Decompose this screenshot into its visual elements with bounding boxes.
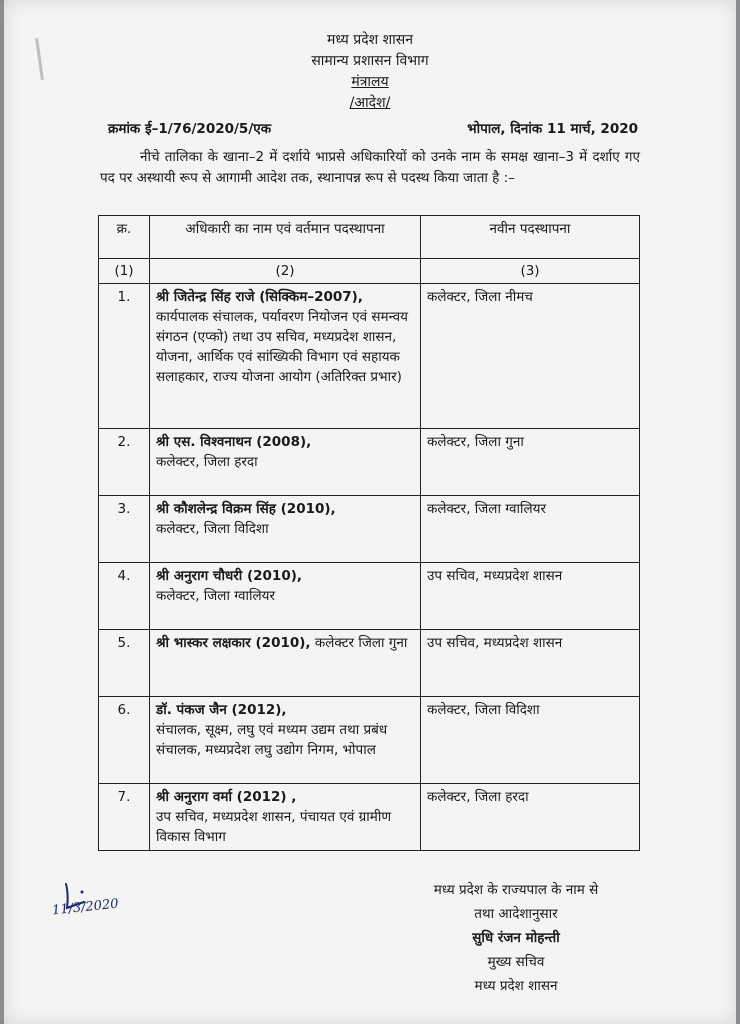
- signature-line1: मध्य प्रदेश के राज्यपाल के नाम से: [433, 882, 599, 898]
- officer-cell: [150, 496, 421, 563]
- table-row: [99, 630, 640, 697]
- officer-current-post: कलेक्टर, जिला विदिशा: [156, 521, 269, 537]
- col-number: (1): [99, 259, 150, 284]
- place-date: भोपाल, दिनांक 11 मार्च, 2020: [467, 121, 638, 137]
- row-sn: 2.: [99, 429, 150, 496]
- new-post: कलेक्टर, जिला ग्वालियर: [421, 496, 640, 563]
- officer-name: श्री जितेन्द्र सिंह राजे (सिक्किम–2007),: [156, 289, 363, 305]
- table-row: [99, 429, 640, 496]
- table-row: [99, 697, 640, 784]
- table-row: [99, 784, 640, 851]
- order-number: क्रमांक ई–1/76/2020/5/एक: [108, 121, 272, 137]
- table-header-row: [99, 216, 640, 259]
- header-sn: क्र.: [99, 216, 150, 259]
- col-number: (3): [421, 259, 640, 284]
- new-post: उप सचिव, मध्यप्रदेश शासन: [421, 630, 640, 697]
- signature-block: [396, 878, 636, 998]
- officer-current-post: उप सचिव, मध्यप्रदेश शासन, पंचायत एवं ग्रामीण विकास विभाग: [156, 809, 392, 845]
- officer-current-post: कलेक्टर, जिला ग्वालियर: [156, 588, 276, 604]
- header-new-posting: नवीन पदस्थापना: [421, 216, 640, 259]
- officer-name: डॉ. पंकज जैन (2012),: [156, 702, 287, 718]
- signature-line2: तथा आदेशानुसार: [474, 906, 558, 922]
- column-number-row: [99, 259, 640, 284]
- row-sn: 5.: [99, 630, 150, 697]
- officer-current-post: संचालक, सूक्ष्म, लघु एवं मध्यम उद्यम तथा प्रबंध संचालक, मध्यप्रदेश लघु उद्योग निगम, भोपाल: [156, 722, 388, 758]
- officer-name: श्री अनुराग वर्मा (2012) ,: [156, 789, 297, 805]
- header-officer: अधिकारी का नाम एवं वर्तमान पदस्थापना: [150, 216, 421, 259]
- officer-current-post: कलेक्टर जिला गुना: [314, 635, 408, 651]
- officer-name: श्री भास्कर लक्षकार (2010),: [156, 635, 311, 651]
- officer-name: श्री एस. विश्वनाथन (2008),: [156, 434, 312, 450]
- officer-cell: [150, 429, 421, 496]
- officer-cell: [150, 697, 421, 784]
- new-post: कलेक्टर, जिला गुना: [421, 429, 640, 496]
- new-post: कलेक्टर, जिला विदिशा: [421, 697, 640, 784]
- new-post: कलेक्टर, जिला नीमच: [421, 284, 640, 429]
- intro-paragraph: नीचे तालिका के खाना–2 में दर्शाये भाप्रसे अधिकारियों को उनके नाम के समक्ष खाना–3 में दर्शाए गए पद पर अस्थायी रूप से आगामी आदेश तक, स्थानापन्न रूप से पदस्थ किया जाता है :–: [100, 149, 640, 186]
- row-sn: 4.: [99, 563, 150, 630]
- posting-table: [98, 215, 640, 851]
- officer-cell: [150, 284, 421, 429]
- table-row: [99, 563, 640, 630]
- row-sn: 1.: [99, 284, 150, 429]
- officer-name: श्री अनुराग चौधरी (2010),: [156, 568, 303, 584]
- header-government: मध्य प्रदेश शासन: [327, 32, 413, 48]
- col-number: (2): [150, 259, 421, 284]
- header-order: /आदेश/: [349, 95, 391, 111]
- officer-cell: [150, 630, 421, 697]
- officer-cell: [150, 563, 421, 630]
- header-department: सामान्य प्रशासन विभाग: [311, 53, 429, 69]
- officer-cell: [150, 784, 421, 851]
- new-post: कलेक्टर, जिला हरदा: [421, 784, 640, 851]
- header-ministry: मंत्रालय: [351, 74, 389, 90]
- officer-name: श्री कौशलेन्द्र विक्रम सिंह (2010),: [156, 501, 336, 517]
- row-sn: 3.: [99, 496, 150, 563]
- new-post: उप सचिव, मध्यप्रदेश शासन: [421, 563, 640, 630]
- table-row: [99, 496, 640, 563]
- signatory-org: मध्य प्रदेश शासन: [474, 978, 558, 994]
- handwritten-date: 11/3/2020: [51, 896, 120, 919]
- row-sn: 7.: [99, 784, 150, 851]
- document-page: [4, 0, 736, 1024]
- table-row: [99, 284, 640, 429]
- document-header: [4, 30, 736, 114]
- signatory-name: सुधि रंजन मोहन्ती: [472, 930, 560, 946]
- signatory-designation: मुख्य सचिव: [487, 954, 545, 970]
- officer-current-post: कलेक्टर, जिला हरदा: [156, 454, 258, 470]
- officer-current-post: कार्यपालक संचालक, पर्यावरण नियोजन एवं समन्वय संगठन (एप्को) तथा उप सचिव, मध्यप्रदेश शासन, योजना, आर्थिक एवं सांख्यिकी विभाग एवं सहायक सलाहकार, राज्य योजना आयोग (अतिरिक्त प्रभार): [156, 309, 408, 385]
- row-sn: 6.: [99, 697, 150, 784]
